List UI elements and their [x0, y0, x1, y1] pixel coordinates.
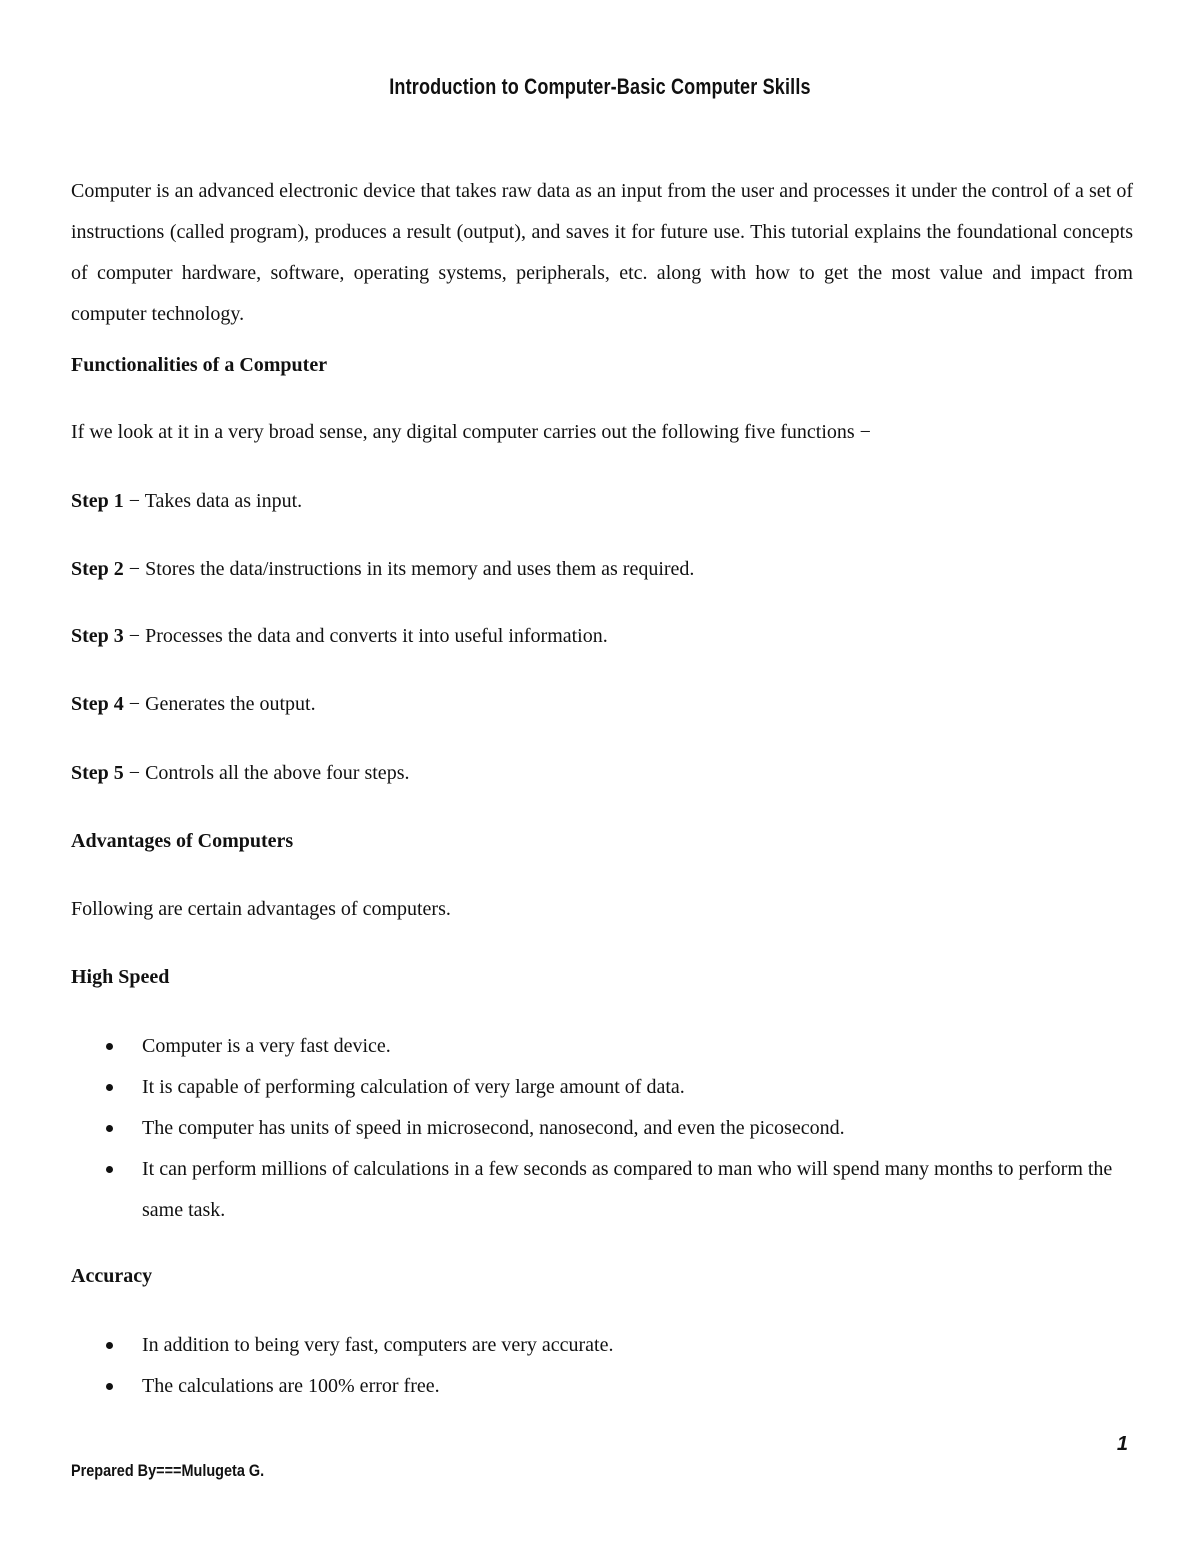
functionalities-heading: Functionalities of a Computer: [71, 354, 328, 376]
accuracy-heading: Accuracy: [71, 1265, 153, 1287]
bullet-icon: [106, 1342, 113, 1349]
intro-paragraph: [71, 171, 1133, 335]
step-text: − Stores the data/instructions in its memory and uses them as required.: [123, 558, 695, 580]
bullet-icon: [106, 1166, 113, 1173]
step-item: [71, 490, 302, 513]
step-item: [71, 558, 694, 581]
accuracy-list: [71, 1325, 1133, 1407]
step-label: Step 4: [71, 693, 124, 715]
list-item: It is capable of performing calculation of very large amount of data.: [71, 1067, 1133, 1108]
step-item: [71, 693, 316, 716]
step-item: [71, 625, 608, 648]
list-item: It can perform millions of calculations in a few seconds as compared to man who will spend many months to perform the same task.: [71, 1149, 1133, 1231]
advantages-lead: Following are certain advantages of computers.: [71, 898, 451, 920]
step-item: [71, 762, 409, 785]
step-text: − Takes data as input.: [123, 490, 303, 512]
list-item: The calculations are 100% error free.: [71, 1366, 1133, 1407]
high-speed-heading: High Speed: [71, 966, 170, 988]
step-label: Step 1: [71, 490, 124, 512]
page-number: 1: [1116, 1433, 1128, 1455]
step-label: Step 5: [71, 762, 124, 784]
functionalities-lead: If we look at it in a very broad sense, any digital computer carries out the following five functions −: [71, 421, 871, 443]
high-speed-list: [71, 1026, 1133, 1231]
step-label: Step 3: [71, 625, 124, 647]
bullet-icon: [106, 1125, 113, 1132]
step-label: Step 2: [71, 558, 124, 580]
footer-author: Prepared By===Mulugeta G.: [71, 1461, 265, 1480]
step-text: − Processes the data and converts it into useful information.: [123, 625, 608, 647]
list-item: In addition to being very fast, computers are very accurate.: [71, 1325, 1133, 1366]
step-text: − Controls all the above four steps.: [123, 762, 410, 784]
bullet-icon: [106, 1043, 113, 1050]
list-item: The computer has units of speed in microsecond, nanosecond, and even the picosecond.: [71, 1108, 1133, 1149]
list-item: Computer is a very fast device.: [71, 1026, 1133, 1067]
bullet-icon: [106, 1084, 113, 1091]
bullet-icon: [106, 1383, 113, 1390]
document-title: Introduction to Computer-Basic Computer Skills: [389, 74, 811, 99]
step-text: − Generates the output.: [123, 693, 316, 715]
intro-text: Computer is an advanced electronic device that takes raw data as an input from the user and processes it under the control of a set of instructions (called program), produces a result (output), and saves it for future use. This tutorial explains the foundational concepts of computer hardware, software, operating systems, peripherals, etc. along with how to get the most value and impact from computer technology.: [71, 180, 1133, 325]
advantages-heading: Advantages of Computers: [71, 830, 294, 852]
